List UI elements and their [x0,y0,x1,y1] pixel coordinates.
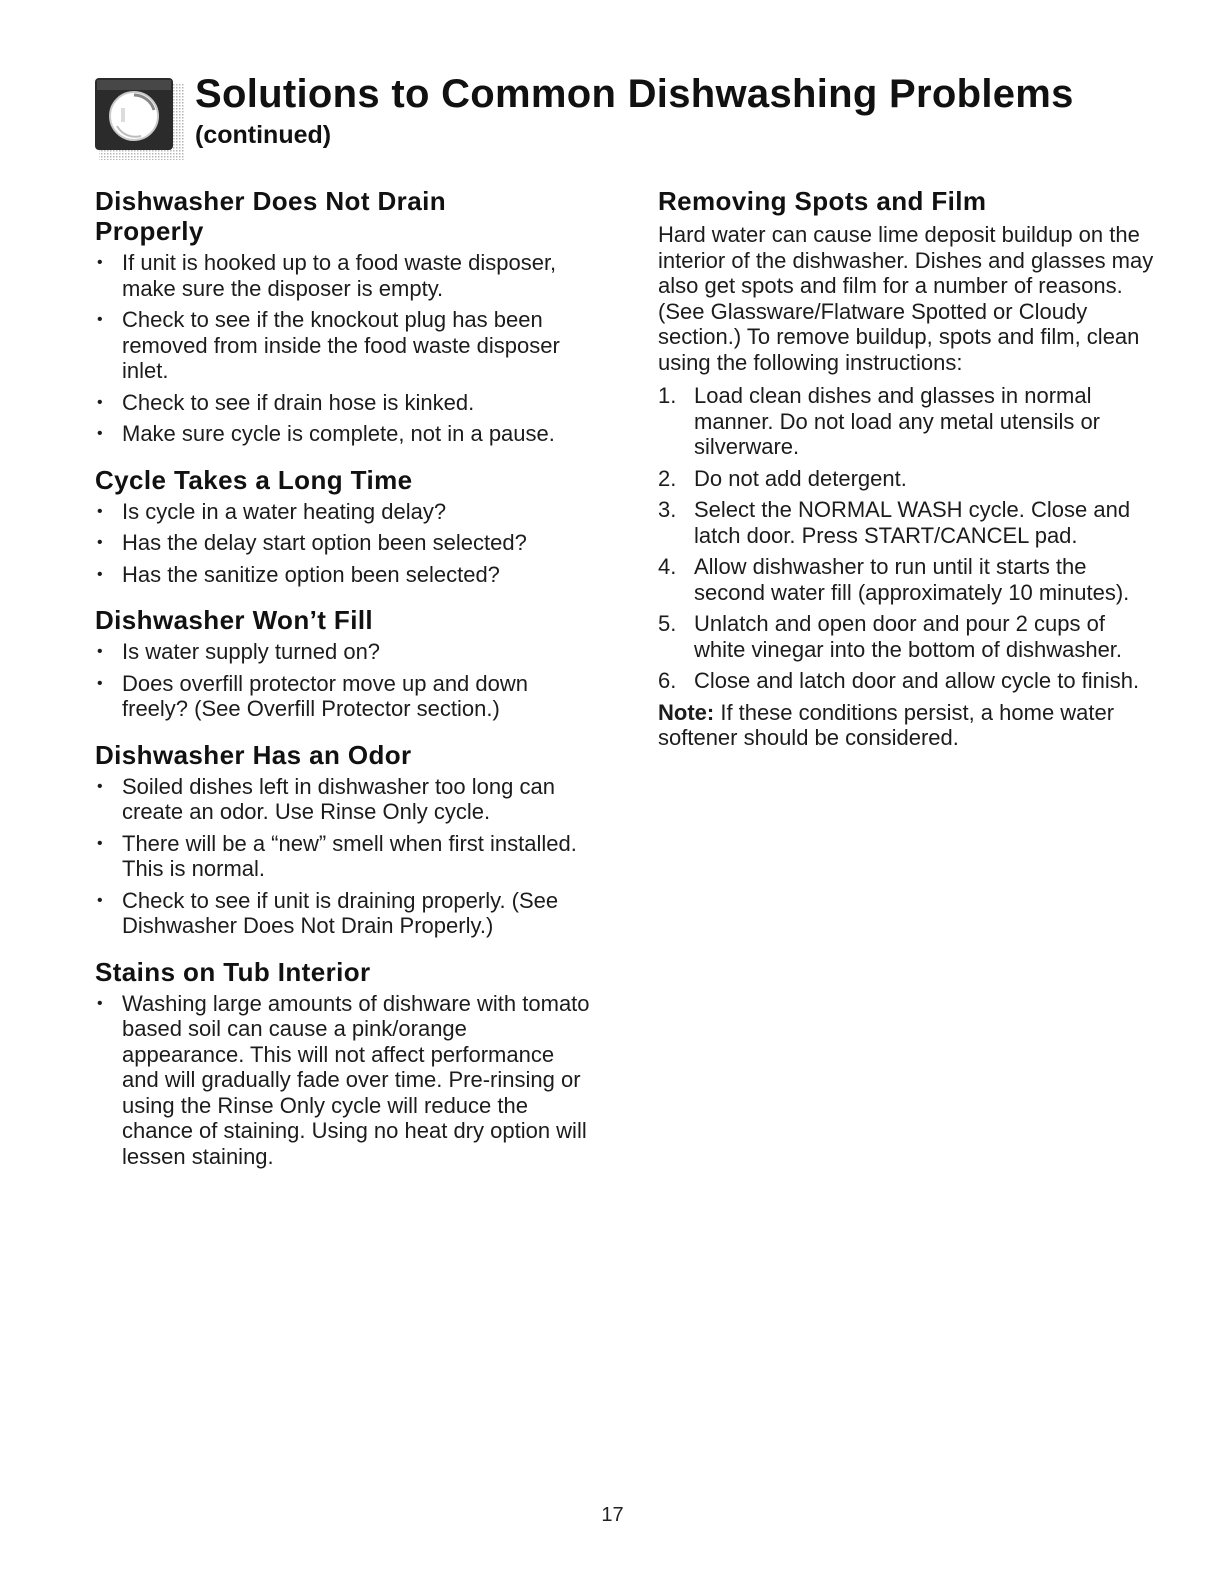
bullet-list [95,639,595,722]
list-item: • Check to see if unit is draining properly. (See Dishwasher Does Not Drain Properly.) [95,888,595,939]
step-number: 1. [658,383,677,408]
dishwasher-badge-icon [95,78,187,160]
step-item [658,383,1158,460]
step-number: 5. [658,611,677,636]
step-item [658,668,1158,694]
note-paragraph [658,700,1158,751]
page-subtitle: (continued) [195,121,332,149]
page-title: Solutions to Common Dishwashing Problems [195,72,1074,116]
step-number: 2. [658,465,677,491]
step-text: Allow dishwasher to run until it starts the second water fill (approximately 10 minutes). [694,554,1130,605]
list-item: • Soiled dishes left in dishwasher too long can create an odor. Use Rinse Only cycle. [95,774,595,825]
step-number: 6. [658,668,677,693]
step-item [658,466,1158,492]
bullet-list [95,250,595,447]
section-stains [95,957,595,1170]
section-heading: Dishwasher Won’t Fill [95,605,374,635]
list-item: • Has the sanitize option been selected? [95,562,595,588]
step-text: Load clean dishes and glasses in normal manner. Do not load any metal utensils or silverware. [694,383,1101,459]
bullet-list [95,991,595,1170]
step-text: Do not add detergent. [694,465,907,491]
step-text: Select the NORMAL WASH cycle. Close and latch door. Press START/CANCEL pad. [694,497,1131,548]
list-item: • Is water supply turned on? [95,639,595,665]
intro-paragraph: Hard water can cause lime deposit buildup on the interior of the dishwasher. Dishes and glasses may also get spots and film for a number of reasons. (See Glassware/Flatware Spotted or Cloudy section.) To remove buildup, spots and film, clean using the following instructions: [658,222,1154,375]
section-heading: Dishwasher Has an Odor [95,739,412,770]
bullet-list [95,499,595,588]
note-text: If these conditions persist, a home water softener should be considered. [658,699,1115,750]
section-heading: Removing Spots and Film [658,186,987,216]
list-item: • There will be a “new” smell when first installed. This is normal. [95,831,595,882]
list-item: • Check to see if drain hose is kinked. [95,390,595,416]
step-item [658,611,1158,662]
section-wont-fill [95,605,595,722]
section-heading: Stains on Tub Interior [95,956,371,987]
page-number: 17 [601,1504,624,1526]
right-column [658,186,1158,751]
step-text: Close and latch door and allow cycle to finish. [694,668,1140,693]
step-item [658,497,1158,548]
list-item: • Does overfill protector move up and down freely? (See Overfill Protector section.) [95,671,595,722]
step-text: Unlatch and open door and pour 2 cups of white vinegar into the bottom of dishwasher. [694,611,1123,662]
page-header [95,70,1155,160]
section-odor [95,740,595,939]
section-does-not-drain [95,186,595,447]
step-item [658,554,1158,605]
step-number: 3. [658,497,677,522]
list-item: • If unit is hooked up to a food waste disposer, make sure the disposer is empty. [95,250,595,301]
list-item: • Check to see if the knockout plug has been removed from inside the food waste disposer inlet. [95,307,595,384]
list-item: • Make sure cycle is complete, not in a pause. [95,421,595,447]
note-label: Note: [658,699,715,725]
list-item: • Washing large amounts of dishware with tomato based soil can cause a pink/orange appearance. This will not affect performance and will gradually fade over time. Pre-rinsing or using the Rinse Only cycle will reduce the chance of staining. Using no heat dry option will lessen staining. [95,991,595,1170]
bullet-list [95,774,595,939]
section-long-time [95,465,595,588]
left-column [95,186,595,1169]
section-heading: Cycle Takes a Long Time [95,464,413,495]
step-list [658,383,1158,694]
section-heading: Dishwasher Does Not Drain Properly [95,186,446,246]
list-item: • Has the delay start option been selected? [95,530,595,556]
list-item: • Is cycle in a water heating delay? [95,499,595,525]
step-number: 4. [658,554,677,579]
